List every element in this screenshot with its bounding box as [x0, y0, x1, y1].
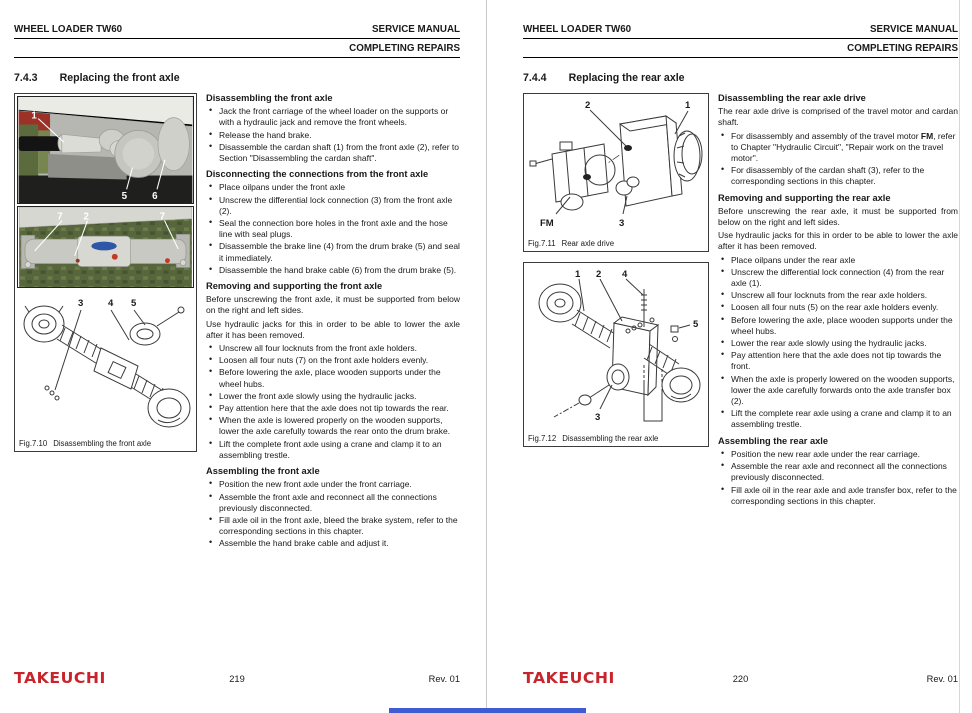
- section-title: [523, 72, 958, 84]
- header-manual: SERVICE MANUAL: [372, 24, 460, 35]
- page-header: [523, 24, 958, 35]
- page-footer: [0, 669, 486, 689]
- header-rule-2: [14, 57, 460, 58]
- list-item: • When the axle is lowered properly on the wooden supports, lower the axle carefully towards the rear onto the drum brake.: [206, 415, 460, 437]
- list-item: • Assemble the hand brake cable and adjust it.: [206, 538, 460, 549]
- list-item: • Position the new rear axle under the rear carriage.: [718, 449, 958, 460]
- revision-label: Rev. 01: [428, 674, 460, 684]
- list-item: • When the axle is properly lowered on the wooden supports, lower the axle carefully forwards onto the axle transfer box (2).: [718, 374, 958, 408]
- manual-page-right: [486, 0, 972, 713]
- subsection-heading: Removing and supporting the rear axle: [718, 192, 891, 203]
- list-item: • Before lowering the axle, place wooden supports under the wheel hubs.: [206, 367, 460, 389]
- revision-label: Rev. 01: [926, 674, 958, 684]
- figure-callout: 1: [31, 110, 37, 122]
- list-item: • Release the hand brake.: [206, 130, 460, 141]
- list-item: • Assemble the rear axle and reconnect all the connections previously disconnected.: [718, 461, 958, 483]
- figure-callout: 3: [619, 218, 625, 229]
- paragraph: Use hydraulic jacks for this in order to be able to lower the axle after it has been removed.: [206, 318, 460, 340]
- figure-column: [523, 93, 709, 447]
- subsection-heading: Disassembling the rear axle drive: [718, 93, 866, 103]
- header-manual: SERVICE MANUAL: [870, 24, 958, 35]
- figure-callout: 3: [78, 298, 84, 309]
- figure-callout: 7: [159, 211, 166, 223]
- subsection-heading: Disconnecting the connections from the front axle: [206, 169, 429, 180]
- figure-callout: 4: [108, 298, 114, 309]
- list-item-text: , refer to Chapter "Hydraulic Circuit", "Repair work on the travel motor".: [731, 130, 956, 164]
- figure-caption-label: Fig.7.11: [528, 239, 556, 248]
- list-item: • Assemble the front axle and reconnect all the connections previously disconnected.: [206, 492, 460, 514]
- paragraph: Before unscrewing the front axle, it must be supported from below on the right and left sides.: [206, 294, 460, 316]
- figure-callout: 3: [595, 412, 601, 423]
- text-column: [206, 93, 460, 551]
- figure-callout: 4: [622, 269, 628, 280]
- list-item: • For disassembly of the cardan shaft (3), refer to the corresponding sections in this chapter.: [718, 165, 958, 187]
- figure-callout: 2: [585, 100, 591, 111]
- figure-callout: 5: [693, 319, 699, 330]
- subsection-heading: Disassembling the front axle: [206, 93, 333, 103]
- figure-callout: 7: [57, 211, 63, 223]
- drawing-rear-axle-drive: [526, 96, 706, 236]
- list-item: • Place oilpans under the rear axle: [718, 255, 958, 266]
- text-column: [718, 93, 958, 508]
- header-product: WHEEL LOADER TW60: [14, 24, 123, 35]
- figure-caption: [526, 431, 706, 444]
- figure-column: [14, 93, 197, 452]
- drawing-disassembled-rear-axle: [526, 265, 706, 431]
- header-rule-2: [523, 57, 958, 58]
- photo-cardan-shaft: [17, 96, 194, 204]
- list-item: • Jack the front carriage of the wheel loader on the supports or with a hydraulic jack and remove the front wheels.: [206, 106, 460, 128]
- header-chapter: COMPLETING REPAIRS: [349, 43, 460, 54]
- drawing-front-axle: [17, 290, 194, 436]
- list-item: • Disassemble the cardan shaft (1) from the front axle (2), refer to Section "Disassembling the cardan shaft".: [206, 142, 460, 164]
- figure-callout: 6: [152, 191, 158, 203]
- bold-abbreviation: FM: [920, 130, 934, 141]
- list-item: • Lift the complete rear axle using a crane and clamp it to an assembling trestle.: [718, 408, 958, 430]
- list-item: • Place oilpans under the front axle: [206, 182, 460, 193]
- list-item: • Position the new front axle under the front carriage.: [206, 479, 460, 490]
- list-item: • Unscrew the differential lock connection (4) from the rear axle (1).: [718, 267, 958, 289]
- subsection-heading: Assembling the rear axle: [718, 435, 829, 446]
- paragraph: Before unscrewing the rear axle, it must be supported from below on the right and left sides.: [718, 205, 958, 228]
- figure-caption-label: Fig.7.10: [19, 439, 48, 448]
- list-item: • Fill axle oil in the rear axle and axle transfer box, refer to the corresponding sections in this chapter.: [718, 485, 958, 507]
- figure-7-12: [523, 262, 709, 447]
- figure-caption-title: Disassembling the rear axle: [562, 434, 659, 443]
- header-product: WHEEL LOADER TW60: [523, 24, 632, 35]
- list-item: • Unscrew all four locknuts from the rear axle holders.: [718, 290, 958, 301]
- list-item: [718, 131, 958, 165]
- list-item: • Lower the rear axle slowly using the hydraulic jacks.: [718, 338, 958, 349]
- figure-caption-title: Rear axle drive: [561, 239, 615, 248]
- page-number: 219: [229, 674, 245, 684]
- paragraph: The rear axle drive is comprised of the travel motor and cardan shaft.: [718, 106, 958, 128]
- figure-caption-title: Disassembling the front axle: [53, 439, 152, 448]
- figure-callout: 2: [83, 211, 89, 223]
- list-item: • Loosen all four nuts (5) on the rear axle holders evenly.: [718, 302, 958, 313]
- section-name: Replacing the rear axle: [568, 72, 685, 84]
- photo-front-axle: [17, 206, 194, 288]
- figure-caption: [17, 436, 194, 449]
- subsection-heading: Removing and supporting the front axle: [206, 281, 383, 292]
- list-item: • Unscrew all four locknuts from the front axle holders.: [206, 343, 460, 354]
- figure-caption-label: Fig.7.12: [528, 434, 557, 443]
- page-header: [14, 24, 460, 35]
- list-item: • Disassemble the brake line (4) from the drum brake (5) and seal it immediately.: [206, 241, 460, 263]
- list-item: • Loosen all four nuts (7) on the front axle holders evenly.: [206, 355, 460, 366]
- takeuchi-logo: TAKEUCHI: [14, 670, 106, 688]
- list-item: • Fill axle oil in the front axle, bleed the brake system, refer to the corresponding sections in this chapter.: [206, 515, 460, 537]
- list-item: • Seal the connection bore holes in the front axle and the hose line with seal plugs.: [206, 218, 460, 240]
- subsection-heading: Assembling the front axle: [206, 466, 320, 477]
- list-item: • Lower the front axle slowly using the hydraulic jacks.: [206, 391, 460, 402]
- list-item: • Pay attention here that the axle does not tip towards the rear.: [206, 403, 460, 414]
- section-name: Replacing the front axle: [59, 72, 180, 84]
- list-item: • Unscrew the differential lock connection (3) from the front axle (2).: [206, 195, 460, 217]
- section-number: 7.4.3: [14, 72, 38, 84]
- list-item: • Before lowering the axle, place wooden supports under the wheel hubs.: [718, 315, 958, 337]
- figure-caption: [526, 236, 706, 249]
- list-item: • Pay attention here that the axle does not tip towards the front.: [718, 350, 958, 372]
- page-edge-line: [959, 0, 960, 713]
- figure-7-10: [14, 93, 197, 452]
- figure-callout: 5: [131, 298, 137, 309]
- figure-callout: 1: [685, 100, 691, 111]
- section-title: [14, 72, 460, 84]
- list-item: • Disassemble the hand brake cable (6) from the drum brake (5).: [206, 265, 460, 276]
- window-edge-bar: [389, 708, 586, 713]
- header-chapter: COMPLETING REPAIRS: [847, 43, 958, 54]
- figure-callout: 1: [575, 269, 581, 280]
- figure-callout: 2: [596, 269, 602, 280]
- list-item: • Lift the complete front axle using a crane and clamp it to an assembling trestle.: [206, 439, 460, 461]
- page-footer: [487, 669, 972, 689]
- list-item-text: For disassembly and assembly of the travel motor: [731, 130, 921, 141]
- section-number: 7.4.4: [523, 72, 547, 84]
- figure-7-11: [523, 93, 709, 252]
- figure-callout: 5: [121, 191, 128, 203]
- page-number: 220: [732, 674, 749, 684]
- paragraph: Use hydraulic jacks for this in order to be able to lower the axle after it has been removed.: [718, 230, 958, 252]
- figure-callout: FM: [540, 218, 554, 229]
- takeuchi-logo: TAKEUCHI: [523, 670, 615, 688]
